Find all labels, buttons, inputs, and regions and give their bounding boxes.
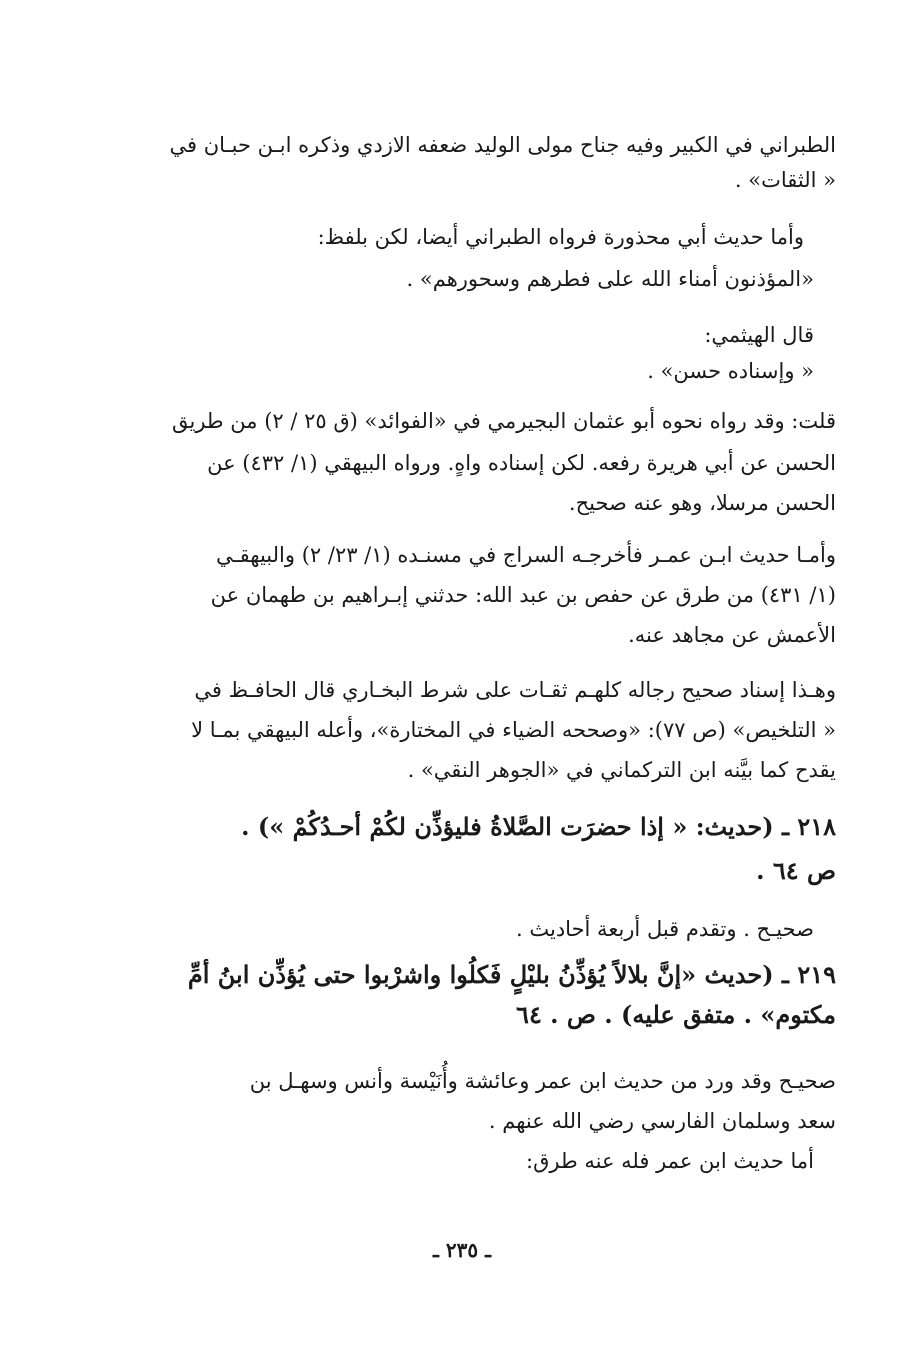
text-line: قلت: وقد رواه نحوه أبو عثمان البجيرمي في «الفوائد» (ق ٢٥ / ٢) من طريق: [171, 409, 836, 433]
text-line: (١/ ٤٣١) من طرق عن حفص بن عبد الله: حدثني إبـراهيم بن طهمان عن: [210, 583, 836, 607]
text-line: الطبراني في الكبير وفيه جناح مولى الوليد ضعفه الازدي وذكره ابـن حبـان في: [169, 133, 836, 157]
text-line: الحسن عن أبي هريرة رفعه. لكن إسناده واهٍ. ورواه البيهقي (١/ ٤٣٢) عن: [207, 451, 836, 475]
text-line: « التلخيص» (ص ٧٧): «وصححه الضياء في المختارة»، وأعله البيهقي بمـا لا: [191, 718, 836, 742]
hadith-heading: ٢١٩ ـ (حديث «إنَّ بلالاً يُؤذِّنُ بليْلٍ فَكلُوا واشرْبوا حتى يُؤذِّن ابنُ أمِّ: [187, 960, 836, 989]
text-line: « الثقات» .: [734, 168, 836, 192]
text-line: صحيـح وقد ورد من حديث ابن عمر وعائشة وأُنَيْسة وأنس وسهـل بن: [249, 1069, 836, 1093]
text-line: وأما حديث أبي محذورة فرواه الطبراني أيضا، لكن بلفظ:: [317, 225, 804, 249]
text-line: وأمـا حديث ابـن عمـر فأخرجـه السراج في مسنـده (١/ ٢٣/ ٢) والبيهقـي: [216, 543, 836, 567]
text-line: « وإسناده حسن» .: [647, 359, 814, 383]
text-line: سعد وسلمان الفارسي رضي الله عنهم .: [488, 1109, 836, 1133]
text-line: وهـذا إسناد صحيح رجاله كلهـم ثقـات على شرط البخـاري قال الحافـظ في: [194, 678, 836, 702]
text-line: يقدح كما بيَّنه ابن التركماني في «الجوهر النقي» .: [407, 758, 836, 782]
page-number: ـ ٢٣٥ ـ: [433, 1238, 491, 1262]
text-line: صحيـح . وتقدم قبل أربعة أحاديث .: [516, 917, 814, 941]
text-line: «المؤذنون أمناء الله على فطرهم وسحورهم» .: [406, 267, 814, 291]
hadith-reference: ص ٦٤ .: [756, 856, 836, 885]
text-line: الأعمش عن مجاهد عنه.: [628, 623, 836, 647]
hadith-heading: ٢١٨ ـ (حديث: « إذا حضرَت الصَّلاةُ فليؤذِّن لكُمْ أحـدُكُمْ ») .: [241, 812, 836, 841]
text-line: أما حديث ابن عمر فله عنه طرق:: [526, 1149, 814, 1173]
hadith-reference: مكتوم» . متفق عليه) . ص . ٦٤: [516, 1000, 836, 1029]
text-line: قال الهيثمي:: [704, 323, 814, 347]
text-line: الحسن مرسلا، وهو عنه صحيح.: [568, 491, 836, 515]
